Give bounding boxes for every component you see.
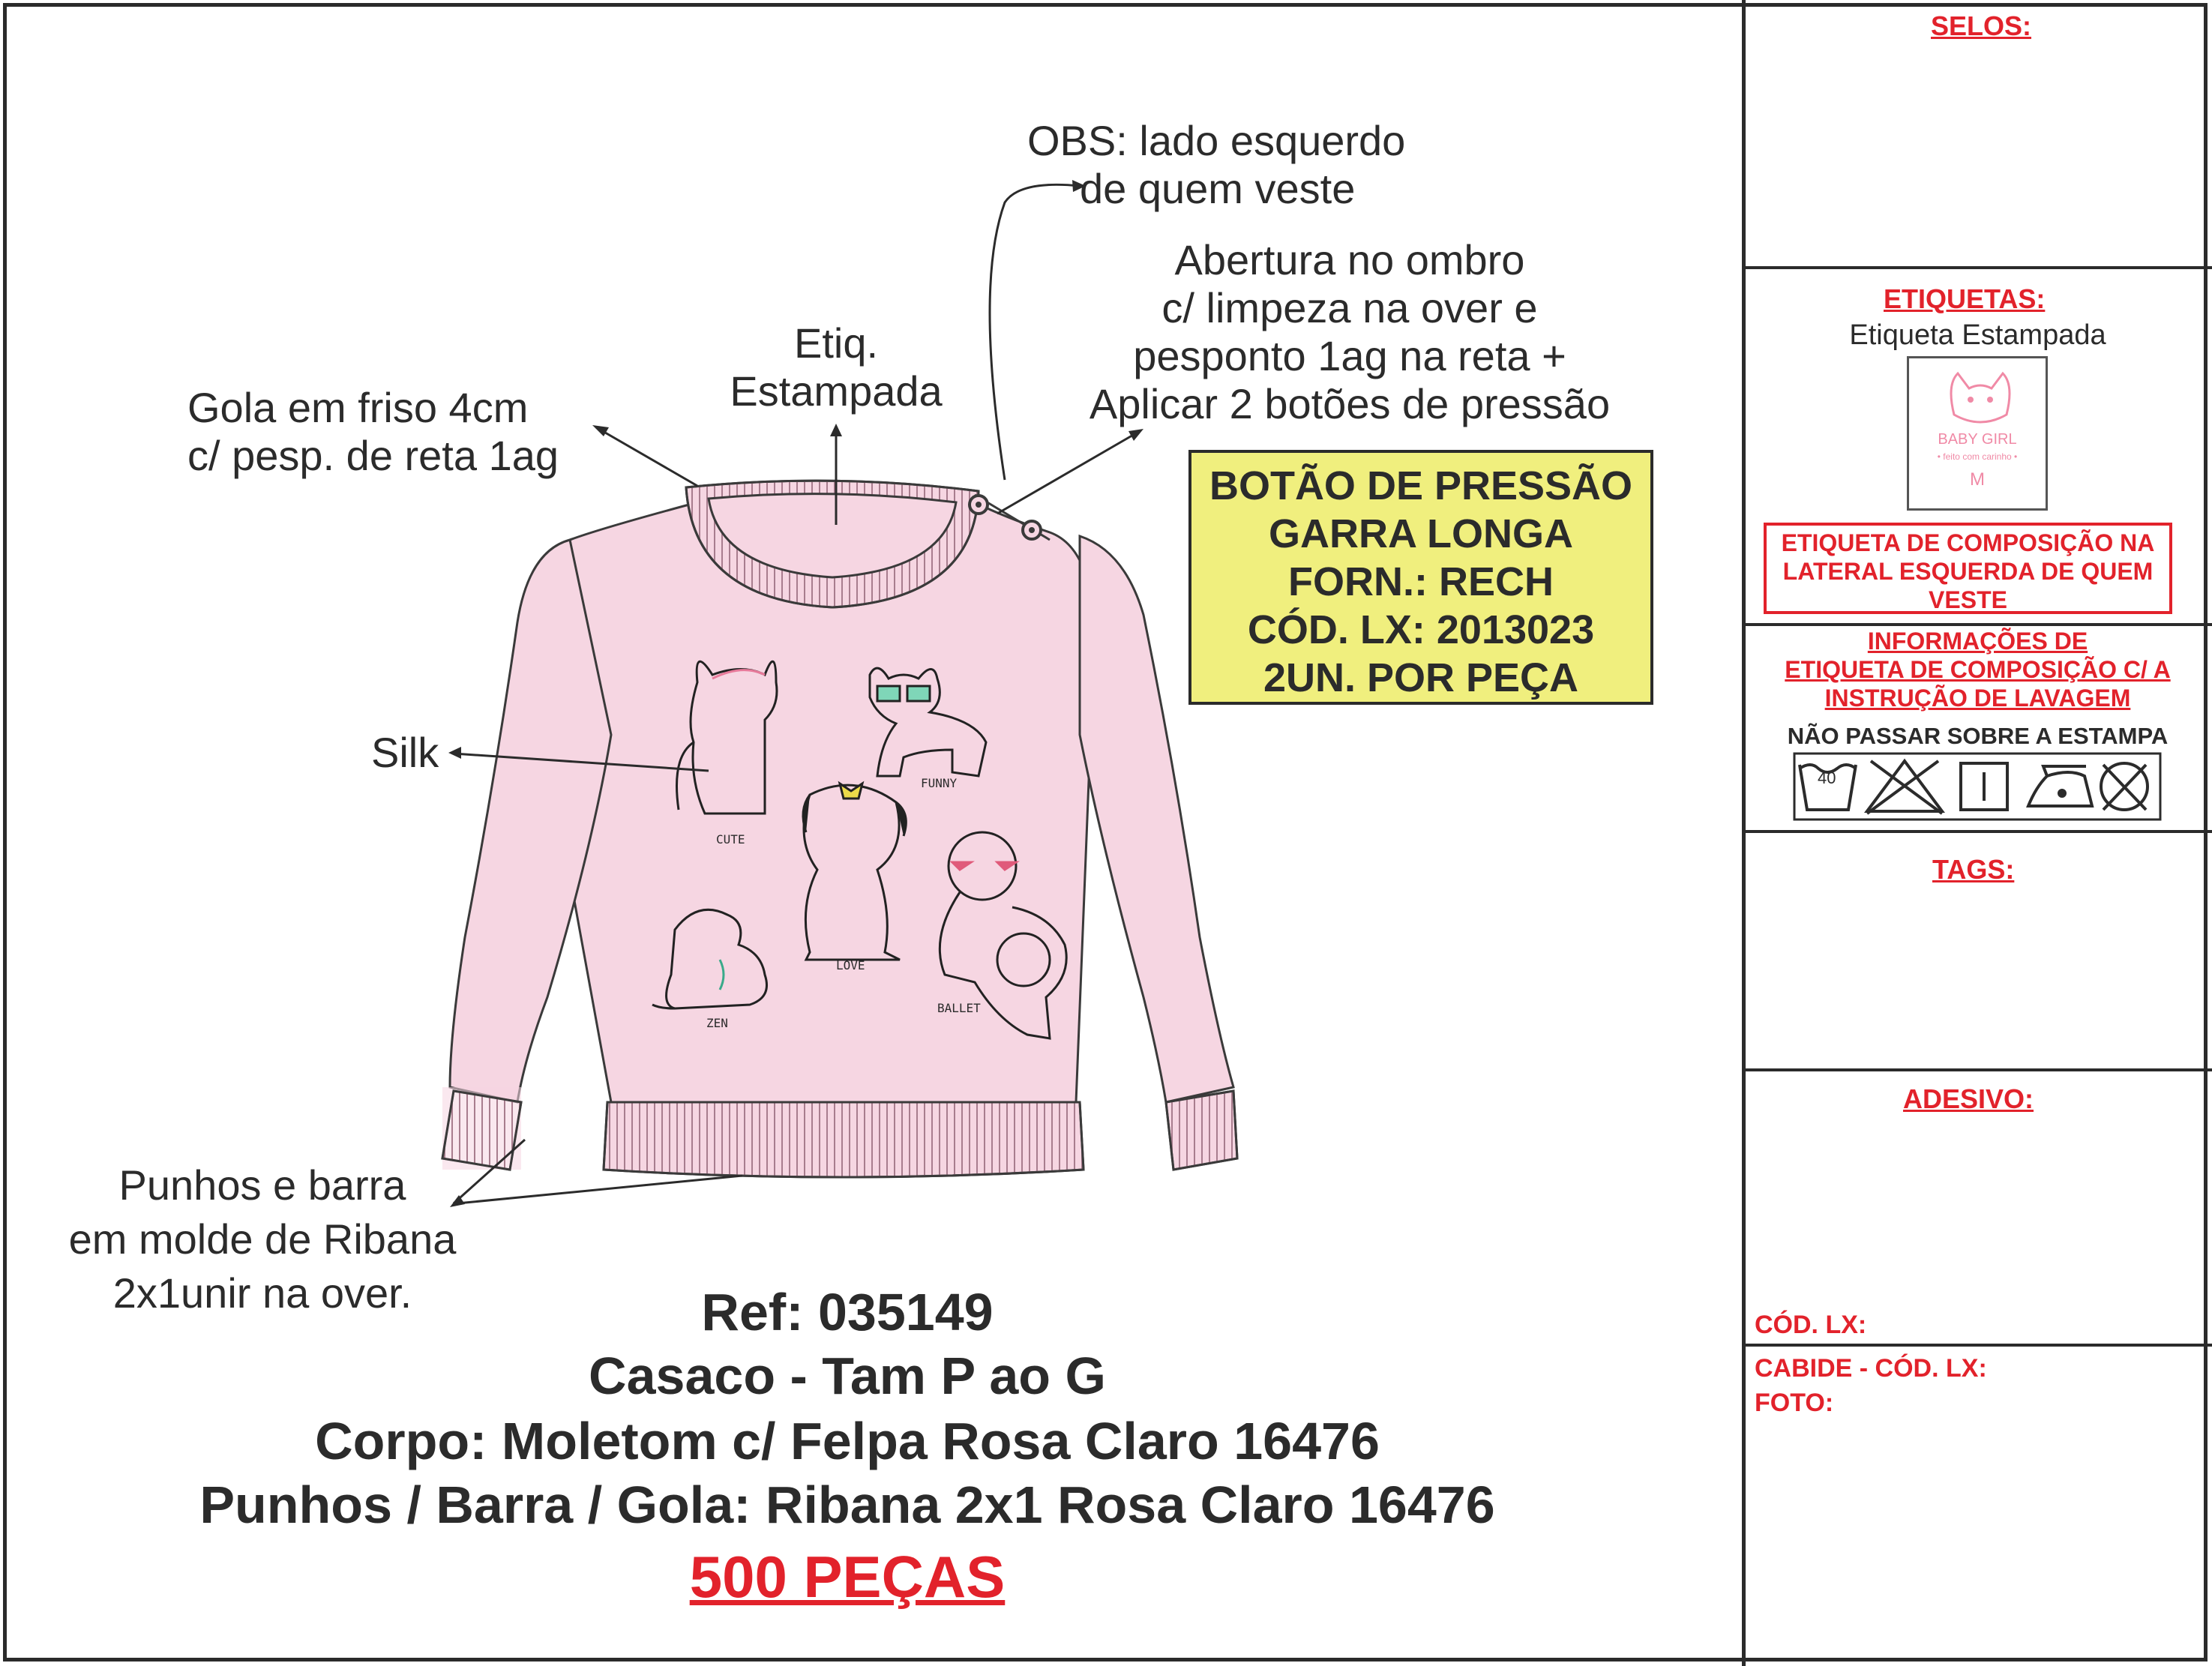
tags-title: TAGS: xyxy=(1932,854,2015,885)
product-name: Casaco - Tam P ao G xyxy=(589,1347,1106,1405)
gola-note: Gola em friso 4cm c/ pesp. de reta 1ag xyxy=(187,384,559,479)
product-body-fabric: Corpo: Moletom c/ Felpa Rosa Claro 16476 xyxy=(315,1412,1380,1470)
label-sample xyxy=(1907,356,2048,511)
label-brand: BABY GIRL xyxy=(1938,431,2017,448)
print-label-love: LOVE xyxy=(836,958,865,972)
cod-lx-label: CÓD. LX: xyxy=(1755,1311,1867,1339)
label-tagline: • feito com carinho • xyxy=(1937,451,2018,462)
silk-note: Silk xyxy=(371,729,439,776)
etiq-note: Etiq. Estampada xyxy=(730,319,943,415)
product-ref: Ref: 035149 xyxy=(701,1283,994,1341)
punhos-note: Punhos e barra em molde de Ribana 2x1unir na over. xyxy=(68,1161,457,1317)
print-label-cute: CUTE xyxy=(716,832,745,846)
abertura-note: Abertura no ombro c/ limpeza na over e pesponto 1ag na reta + Aplicar 2 botões de pressão xyxy=(1089,236,1611,427)
aviso-estampa: NÃO PASSAR SOBRE A ESTAMPA xyxy=(1787,723,2169,749)
button-spec-box: BOTÃO DE PRESSÃO GARRA LONGA FORN.: RECH CÓD. LX: 2013023 2UN. POR PEÇA xyxy=(1188,450,1653,705)
cat-logo-icon xyxy=(1909,358,2050,433)
product-quantity: 500 PEÇAS xyxy=(689,1544,1006,1610)
etiqueta-tipo: Etiqueta Estampada xyxy=(1849,319,2106,351)
print-label-ballet: BALLET xyxy=(937,1001,981,1015)
print-label-funny: FUNNY xyxy=(921,776,958,790)
garment-left-sleeve xyxy=(450,540,611,1102)
cabide-label: CABIDE - CÓD. LX: xyxy=(1755,1354,1987,1383)
label-size: M xyxy=(1970,469,1985,490)
foto-label: FOTO: xyxy=(1755,1389,1834,1417)
obs-note: OBS: lado esquerdo de quem veste xyxy=(1027,117,1406,212)
etiquetas-title: ETIQUETAS: xyxy=(1884,283,2046,314)
composicao-box: ETIQUETA DE COMPOSIÇÃO NA LATERAL ESQUERDA DE QUEM VESTE xyxy=(1764,523,2172,614)
product-trims-fabric: Punhos / Barra / Gola: Ribana 2x1 Rosa Claro 16476 xyxy=(199,1476,1495,1534)
wash-temp: 40 xyxy=(1818,769,1836,787)
adesivo-title: ADESIVO: xyxy=(1903,1083,2034,1114)
informacoes-title: INFORMAÇÕES DE ETIQUETA DE COMPOSIÇÃO C/ A INSTRUÇÃO DE LAVAGEM xyxy=(1785,628,2171,712)
print-label-zen: ZEN xyxy=(706,1016,728,1030)
selos-title: SELOS: xyxy=(1931,10,2032,41)
